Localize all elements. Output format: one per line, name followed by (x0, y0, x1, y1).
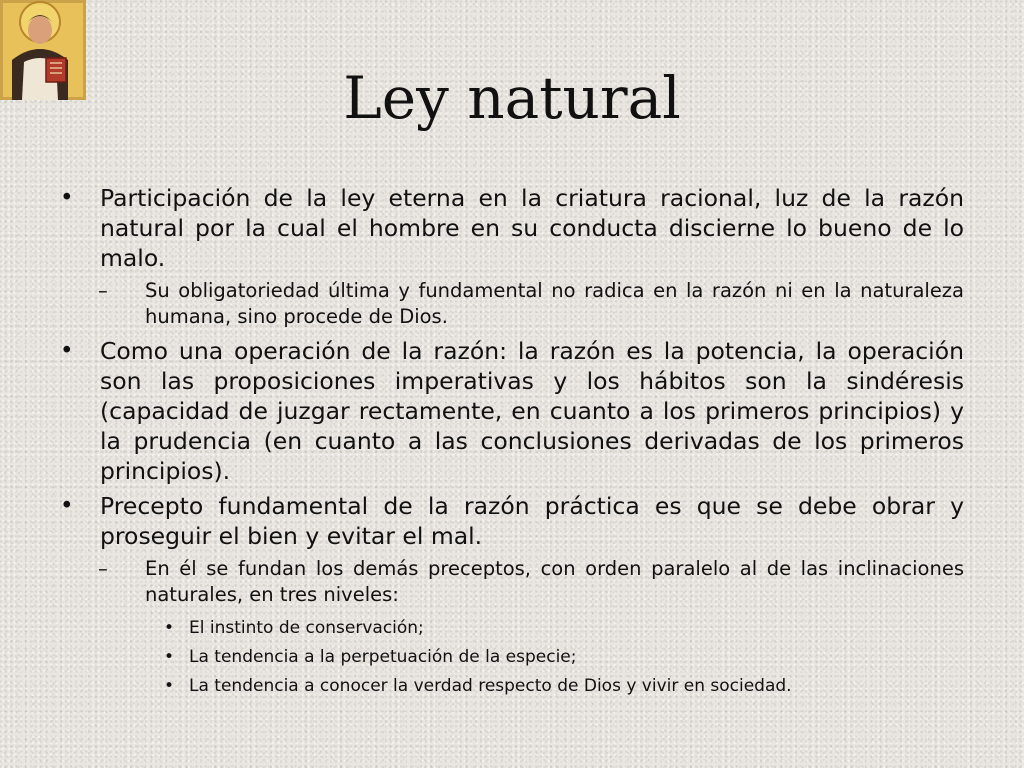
sub-sub-bullet-text: La tendencia a la perpetuación de la especie; (189, 647, 577, 667)
bullet-marker: • (60, 338, 74, 364)
bullet-item (58, 336, 964, 486)
bullet-marker: • (164, 647, 175, 667)
sub-sub-bullet-item (58, 643, 964, 672)
sub-bullet-text: En él se fundan los demás preceptos, con orden paralelo al de las inclinaciones naturales, en tres niveles: (145, 557, 964, 606)
bullet-text: Como una operación de la razón: la razón es la potencia, la operación son las proposiciones imperativas y los hábitos son la sindéresis (capacidad de juzgar rectamente, en cuanto a los primeros principios) y la prudencia (en cuanto a las conclusiones derivadas de los primeros principios). (100, 337, 964, 485)
sub-sub-bullet-item (58, 672, 964, 701)
slide-body (58, 183, 964, 701)
sub-bullet-item (58, 556, 964, 608)
bullet-item (58, 183, 964, 273)
sub-sub-bullet-text: El instinto de conservación; (189, 618, 424, 638)
sub-sub-bullet-item (58, 614, 964, 643)
bullet-marker: • (60, 185, 74, 211)
dash-marker: – (98, 557, 108, 580)
sub-bullet-text: Su obligatoriedad última y fundamental no radica en la razón ni en la naturaleza humana, sino procede de Dios. (145, 279, 964, 328)
dash-marker: – (98, 279, 108, 302)
bullet-text: Precepto fundamental de la razón práctica es que se debe obrar y proseguir el bien y evitar el mal. (100, 492, 964, 550)
bullet-text: Participación de la ley eterna en la criatura racional, luz de la razón natural por la cual el hombre en su conducta discierne lo bueno de lo malo. (100, 184, 964, 272)
bullet-item (58, 491, 964, 551)
sub-sub-bullet-text: La tendencia a conocer la verdad respecto de Dios y vivir en sociedad. (189, 676, 792, 696)
bullet-marker: • (60, 493, 74, 519)
bullet-marker: • (164, 676, 175, 696)
slide-title: Ley natural (343, 64, 681, 132)
sub-bullet-item (58, 278, 964, 330)
bullet-marker: • (164, 618, 175, 638)
